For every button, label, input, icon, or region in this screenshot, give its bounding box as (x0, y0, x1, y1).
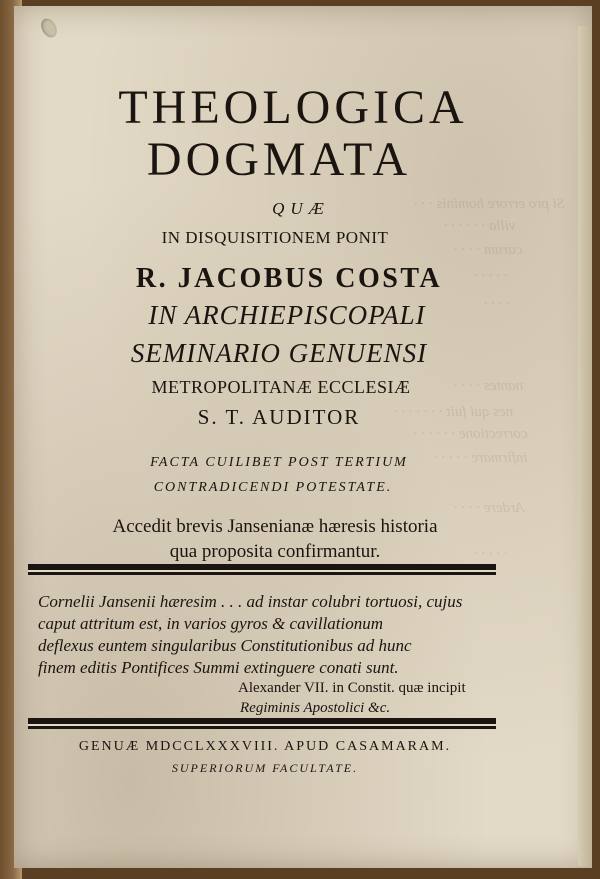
facultate-text: SUPERIORUM FACULTATE. (171, 761, 359, 775)
epigraph-quote (38, 591, 488, 679)
title-line-2: DOGMATA (146, 133, 412, 186)
disquisition-text: IN DISQUISITIONEM PONIT (161, 228, 389, 247)
quae-text: QUÆ (272, 199, 330, 218)
quote-attribution: Alexander VII. in Constit. quæ incipit (238, 680, 466, 696)
seminario-text: SEMINARIO GENUENSI (130, 338, 428, 368)
bleed-through-text: Si pro errore hominis · · · villa · · · · · · carum · · · · · · · · · · · · · nantes · · · · nes qui fuit · · · · · · · correctione · · · · · · infirmare · · · · · Ardere · · · · · · · · · (394, 196, 565, 562)
auditor-text: S. T. AUDITOR (197, 405, 361, 429)
divider-rule-bottom (28, 718, 496, 726)
quote-line-1: Cornelii Jansenii hæresim . . . ad instar colubri tortuosi, cujus (38, 592, 463, 611)
accedit-line-1: Accedit brevis Jansenianæ hæresis historia (112, 516, 438, 537)
accedit-line-2: qua proposita confirmantur. (169, 541, 381, 562)
quote-incipit: Regiminis Apostolici &c. (240, 700, 391, 716)
facta-text: FACTA CUILIBET POST TERTIUM (150, 455, 408, 470)
quote-line-4: finem editis Pontifices Summi extinguere conati sunt. (38, 658, 399, 677)
imprint-text: GENUÆ MDCCLXXXVIII. APUD CASAMARAM. (78, 739, 452, 754)
archiepiscopali-text: IN ARCHIEPISCOPALI (148, 300, 426, 330)
title-page (14, 6, 592, 868)
author-name: R. JACOBUS COSTA (135, 263, 443, 294)
contradicendi-text: CONTRADICENDI POTESTATE. (153, 480, 393, 495)
title-line-1: THEOLOGICA (118, 81, 468, 134)
quote-line-3: deflexus euntem singularibus Constitutionibus ad hunc (38, 636, 412, 655)
divider-rule-top (28, 564, 496, 572)
metropolitanae-text: METROPOLITANÆ ECCLESIÆ (151, 377, 411, 397)
quote-line-2: caput attritum est, in varios gyros & cavillationum (38, 614, 384, 633)
